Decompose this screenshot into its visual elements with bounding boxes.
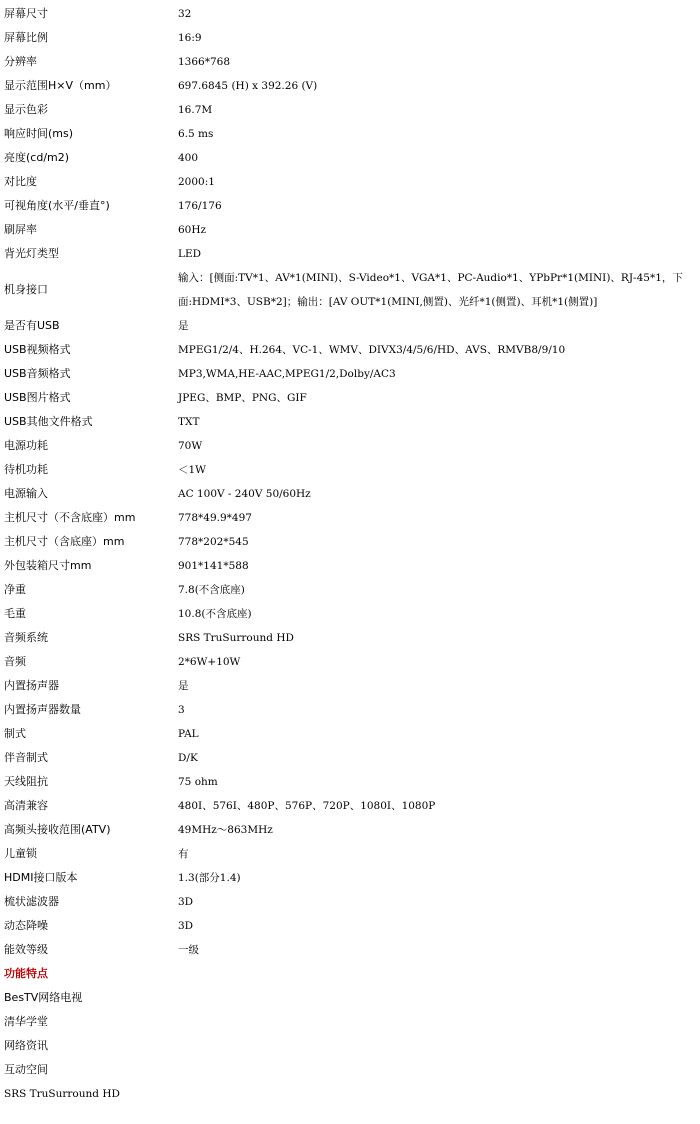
- spec-row: [2, 122, 696, 146]
- spec-table: [2, 2, 696, 1106]
- spec-row: [2, 722, 696, 746]
- spec-label: 电源输入: [4, 487, 48, 500]
- feature-item: SRS TruSurround HD: [4, 1088, 120, 1100]
- spec-row: [2, 866, 696, 890]
- spec-value: 480I、576I、480P、576P、720P、1080I、1080P: [178, 800, 436, 812]
- spec-label: 毛重: [4, 607, 26, 620]
- spec-row: [2, 914, 696, 938]
- spec-label: 音频: [4, 655, 26, 668]
- spec-value: 75 ohm: [178, 776, 218, 788]
- spec-label: 主机尺寸（不含底座）mm: [4, 511, 136, 524]
- spec-label: 机身接口: [4, 283, 48, 296]
- spec-value: 是: [178, 680, 189, 692]
- spec-value: 3D: [178, 920, 194, 932]
- spec-label: USB图片格式: [4, 391, 71, 404]
- spec-value: LED: [178, 248, 202, 260]
- spec-label: 亮度(cd/m2): [4, 151, 70, 164]
- spec-row: [2, 50, 696, 74]
- spec-value: 6.5 ms: [178, 128, 214, 140]
- spec-label: 对比度: [4, 175, 37, 188]
- spec-value: 32: [178, 8, 192, 20]
- spec-value: 70W: [178, 440, 203, 452]
- spec-label: 主机尺寸（含底座）mm: [4, 535, 125, 548]
- spec-row: [2, 770, 696, 794]
- spec-value: 778*49.9*497: [178, 512, 252, 524]
- spec-label: HDMI接口版本: [4, 871, 78, 884]
- spec-value: 176/176: [178, 200, 222, 212]
- spec-row: [2, 842, 696, 866]
- spec-row: [2, 554, 696, 578]
- spec-label: 可视角度(水平/垂直°): [4, 199, 110, 212]
- spec-row: [2, 146, 696, 170]
- spec-label: 儿童锁: [4, 847, 37, 860]
- spec-row: [2, 698, 696, 722]
- spec-value: PAL: [178, 728, 199, 740]
- spec-value: D/K: [178, 752, 198, 764]
- spec-value: 49MHz～863MHz: [178, 824, 273, 836]
- spec-label: 背光灯类型: [4, 247, 59, 260]
- spec-row: [2, 386, 696, 410]
- spec-value: 输入：[侧面:TV*1、AV*1(MINI)、S-Video*1、VGA*1、PC-Audio*1、YPbPr*1(MINI)、RJ-45*1，下面:HDMI*3、USB*2]；输出：[AV OUT*1(MINI,侧置)、光纤*1(侧置)、耳机*1(侧置)]: [178, 272, 683, 308]
- spec-label: 外包装箱尺寸mm: [4, 559, 92, 572]
- spec-value: 60Hz: [178, 224, 207, 236]
- spec-label: 能效等级: [4, 943, 48, 956]
- spec-value: AC 100V - 240V 50/60Hz: [178, 488, 311, 500]
- spec-row: [2, 578, 696, 602]
- spec-value: SRS TruSurround HD: [178, 632, 294, 644]
- spec-row: [2, 482, 696, 506]
- spec-value: 778*202*545: [178, 536, 249, 548]
- spec-row: [2, 242, 696, 266]
- spec-label: 刷屏率: [4, 223, 37, 236]
- spec-value: 697.6845 (H) x 392.26 (V): [178, 80, 318, 92]
- feature-item: 互动空间: [4, 1063, 48, 1076]
- spec-value: 16.7M: [178, 104, 213, 116]
- features-section: [2, 962, 696, 1106]
- feature-item: BesTV网络电视: [4, 991, 83, 1004]
- spec-row: [2, 314, 696, 338]
- spec-value: 10.8(不含底座): [178, 608, 252, 620]
- spec-rows: [2, 2, 696, 962]
- spec-row: [2, 890, 696, 914]
- spec-row: [2, 218, 696, 242]
- spec-label: 响应时间(ms): [4, 127, 74, 140]
- spec-label: 高频头接收范围(ATV): [4, 823, 111, 836]
- spec-value: 一级: [178, 944, 199, 956]
- feature-item: 网络资讯: [4, 1039, 48, 1052]
- spec-row: [2, 2, 696, 26]
- spec-row: [2, 170, 696, 194]
- spec-row: [2, 674, 696, 698]
- spec-label: 屏幕尺寸: [4, 7, 48, 20]
- spec-row: [2, 938, 696, 962]
- spec-row: [2, 530, 696, 554]
- spec-value: MP3,WMA,HE-AAC,MPEG1/2,Dolby/AC3: [178, 368, 396, 380]
- spec-row: [2, 746, 696, 770]
- spec-value: ＜1W: [178, 464, 206, 476]
- spec-row: [2, 602, 696, 626]
- spec-label: 伴音制式: [4, 751, 48, 764]
- spec-label: 分辨率: [4, 55, 37, 68]
- spec-value: 7.8(不含底座): [178, 584, 245, 596]
- spec-label: 制式: [4, 727, 26, 740]
- spec-label: 内置扬声器: [4, 679, 59, 692]
- spec-label: 内置扬声器数量: [4, 703, 81, 716]
- spec-label: 天线阻抗: [4, 775, 48, 788]
- spec-row: [2, 458, 696, 482]
- spec-row: [2, 434, 696, 458]
- spec-value: MPEG1/2/4、H.264、VC-1、WMV、DIVX3/4/5/6/HD、AVS、RMVB8/9/10: [178, 344, 566, 356]
- spec-label: 待机功耗: [4, 463, 48, 476]
- spec-label: USB视频格式: [4, 343, 71, 356]
- spec-row: [2, 794, 696, 818]
- spec-value: JPEG、BMP、PNG、GIF: [178, 392, 307, 404]
- spec-row: [2, 338, 696, 362]
- spec-label: 净重: [4, 583, 26, 596]
- spec-label: 音频系统: [4, 631, 48, 644]
- spec-row: [2, 818, 696, 842]
- spec-row: [2, 626, 696, 650]
- spec-value: 1366*768: [178, 56, 231, 68]
- spec-row: [2, 650, 696, 674]
- spec-label: 电源功耗: [4, 439, 48, 452]
- spec-row: [2, 410, 696, 434]
- spec-label: 高清兼容: [4, 799, 48, 812]
- spec-label: USB音频格式: [4, 367, 71, 380]
- spec-row: [2, 194, 696, 218]
- spec-value: 2000:1: [178, 176, 215, 188]
- spec-label: USB其他文件格式: [4, 415, 93, 428]
- spec-value: 1.3(部分1.4): [178, 872, 241, 884]
- spec-value: 有: [178, 848, 189, 860]
- spec-value: 2*6W+10W: [178, 656, 241, 668]
- spec-row: [2, 506, 696, 530]
- spec-value: 16:9: [178, 32, 202, 44]
- spec-label: 显示范围H×V（mm）: [4, 79, 117, 92]
- spec-label: 是否有USB: [4, 319, 60, 332]
- spec-label: 梳状滤波器: [4, 895, 59, 908]
- spec-row: [2, 266, 696, 314]
- spec-row: [2, 362, 696, 386]
- spec-row: [2, 74, 696, 98]
- feature-list: [2, 986, 696, 1106]
- spec-label: 屏幕比例: [4, 31, 48, 44]
- feature-item: 清华学堂: [4, 1015, 48, 1028]
- spec-label: 显示色彩: [4, 103, 48, 116]
- spec-value: 901*141*588: [178, 560, 249, 572]
- spec-value: 400: [178, 152, 199, 164]
- spec-value: 是: [178, 320, 189, 332]
- spec-row: [2, 98, 696, 122]
- spec-row: [2, 26, 696, 50]
- features-title: 功能特点: [4, 967, 48, 980]
- spec-value: 3: [178, 704, 185, 716]
- spec-label: 动态降噪: [4, 919, 48, 932]
- spec-value: 3D: [178, 896, 194, 908]
- spec-value: TXT: [178, 416, 200, 428]
